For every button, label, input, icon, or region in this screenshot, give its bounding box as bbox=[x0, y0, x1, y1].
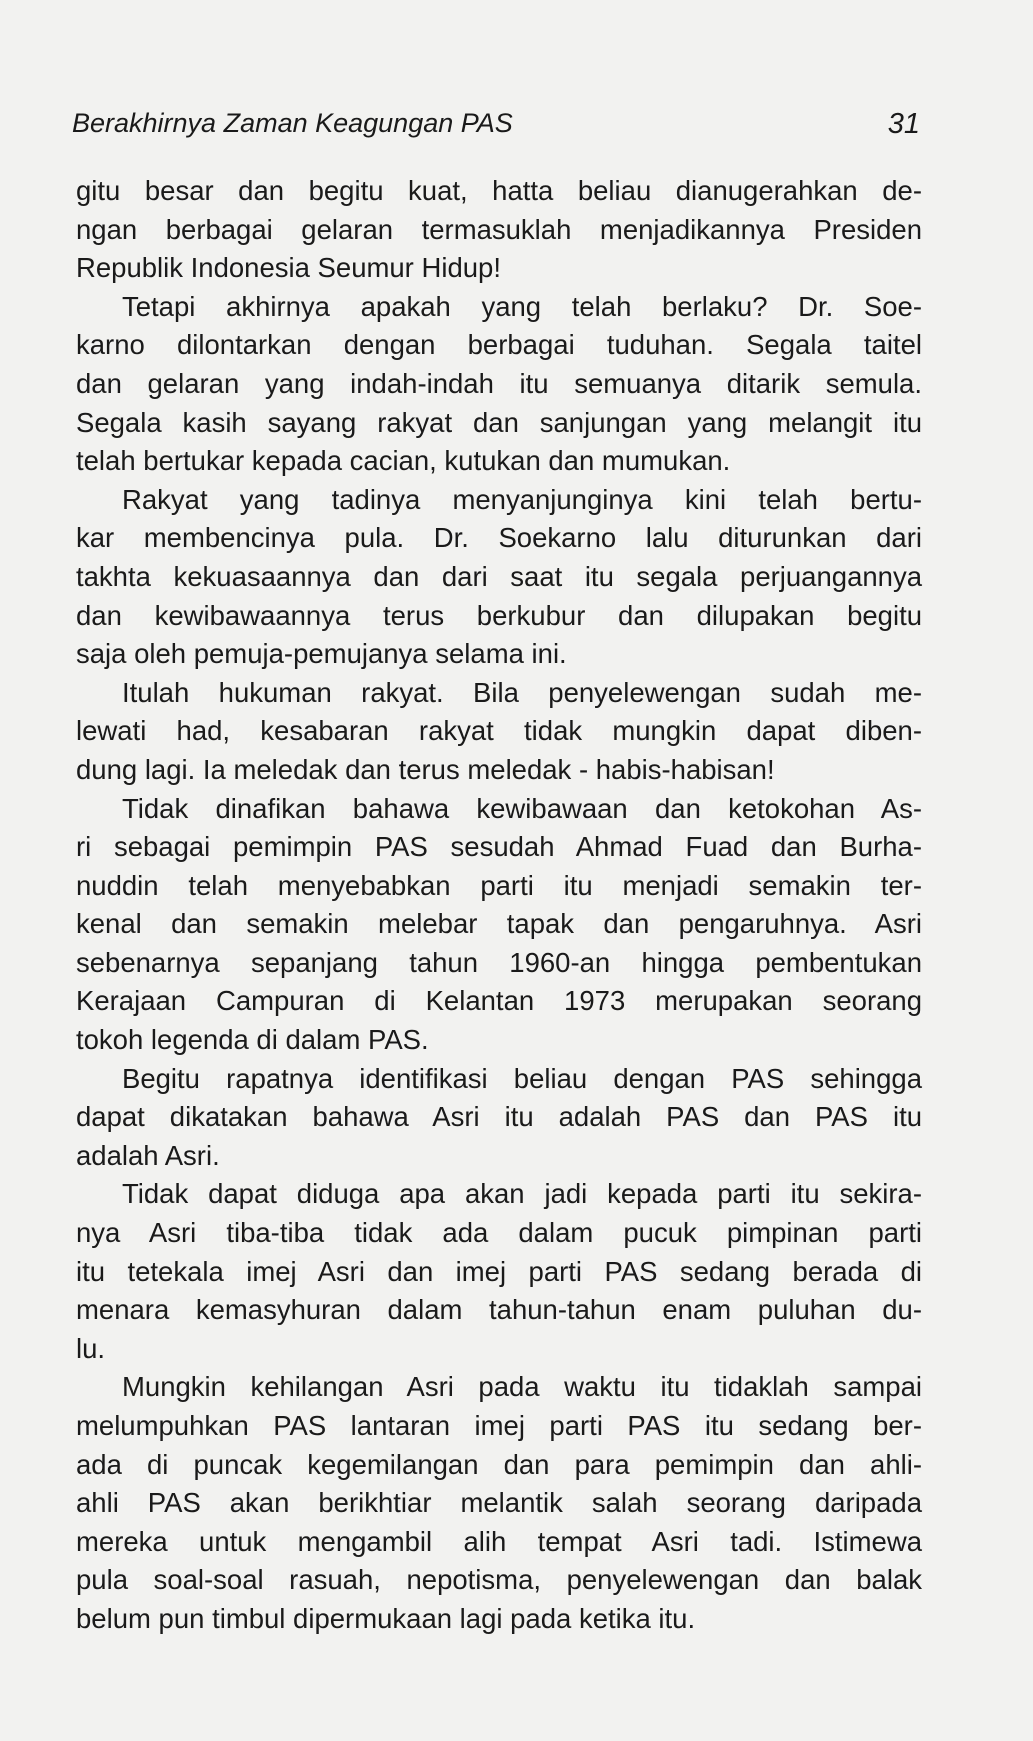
paragraph bbox=[76, 288, 922, 481]
text-line: Begitu rapatnya identifikasi beliau dengan PAS sehingga bbox=[122, 1062, 922, 1094]
text-line: lu. bbox=[76, 1332, 106, 1364]
paragraph bbox=[76, 674, 922, 790]
text-line: gitu besar dan begitu kuat, hatta beliau dianugerahkan de- bbox=[76, 175, 922, 206]
text-line: karno dilontarkan dengan berbagai tuduhan. Segala taitel bbox=[76, 329, 922, 361]
page-number: 31 bbox=[887, 108, 920, 140]
paragraph bbox=[76, 1175, 922, 1368]
text-line: kenal dan semakin melebar tapak dan pengaruhnya. Asri bbox=[76, 908, 922, 940]
text-line: telah bertukar kepada cacian, kutukan dan mumukan. bbox=[76, 445, 731, 477]
text-line: ahli PAS akan berikhtiar melantik salah seorang daripada bbox=[76, 1487, 922, 1519]
paragraph bbox=[76, 1060, 922, 1176]
text-line: Tetapi akhirnya apakah yang telah berlaku? Dr. Soe- bbox=[122, 290, 922, 322]
paragraph bbox=[76, 1368, 922, 1638]
paragraph bbox=[76, 790, 922, 1060]
text-line: itu tetekala imej Asri dan imej parti PAS sedang berada di bbox=[76, 1255, 922, 1287]
text-line: sebenarnya sepanjang tahun 1960-an hingga pembentukan bbox=[76, 946, 922, 978]
text-line: dan kewibawaannya terus berkubur dan dilupakan begitu bbox=[76, 599, 922, 631]
text-line: Republik Indonesia Seumur Hidup! bbox=[76, 252, 501, 284]
text-line: dapat dikatakan bahawa Asri itu adalah PAS dan PAS itu bbox=[76, 1101, 922, 1133]
text-line: saja oleh pemuja-pemujanya selama ini. bbox=[76, 638, 567, 670]
text-line: Rakyat yang tadinya menyanjunginya kini telah bertu- bbox=[122, 483, 922, 515]
text-line: melumpuhkan PAS lantaran imej parti PAS itu sedang ber- bbox=[76, 1410, 922, 1441]
text-line: pula soal-soal rasuah, nepotisma, penyelewengan dan balak bbox=[76, 1564, 922, 1596]
text-line: ngan berbagai gelaran termasuklah menjadikannya Presiden bbox=[76, 213, 922, 245]
text-line: Itulah hukuman rakyat. Bila penyelewengan sudah me- bbox=[122, 676, 922, 708]
text-line: adalah Asri. bbox=[76, 1139, 220, 1171]
text-line: tokoh legenda di dalam PAS. bbox=[76, 1024, 429, 1056]
text-line: menara kemasyhuran dalam tahun-tahun enam puluhan du- bbox=[76, 1294, 922, 1326]
paragraph bbox=[76, 172, 922, 288]
body-text bbox=[76, 172, 922, 1639]
text-line: mereka untuk mengambil alih tempat Asri tadi. Istimewa bbox=[76, 1525, 922, 1557]
paragraph bbox=[76, 481, 922, 674]
text-line: belum pun timbul dipermukaan lagi pada ketika itu. bbox=[76, 1602, 696, 1634]
text-line: Tidak dinafikan bahawa kewibawaan dan ketokohan As- bbox=[122, 792, 922, 824]
running-header bbox=[72, 108, 920, 148]
text-line: takhta kekuasaannya dan dari saat itu segala perjuangannya bbox=[76, 560, 922, 592]
text-line: nya Asri tiba-tiba tidak ada dalam pucuk pimpinan parti bbox=[76, 1217, 922, 1249]
text-line: Kerajaan Campuran di Kelantan 1973 merupakan seorang bbox=[76, 985, 922, 1017]
text-line: Mungkin kehilangan Asri pada waktu itu tidaklah sampai bbox=[122, 1371, 922, 1403]
text-line: dan gelaran yang indah-indah itu semuanya ditarik semula. bbox=[76, 367, 922, 399]
text-line: Tidak dapat diduga apa akan jadi kepada parti itu sekira- bbox=[122, 1178, 922, 1210]
text-line: nuddin telah menyebabkan parti itu menjadi semakin ter- bbox=[76, 869, 922, 901]
text-line: lewati had, kesabaran rakyat tidak mungkin dapat diben- bbox=[76, 715, 922, 747]
chapter-title: Berakhirnya Zaman Keagungan PAS bbox=[72, 108, 513, 138]
text-line: kar membencinya pula. Dr. Soekarno lalu diturunkan dari bbox=[76, 522, 922, 554]
text-line: Segala kasih sayang rakyat dan sanjungan yang melangit itu bbox=[76, 406, 922, 438]
text-line: ri sebagai pemimpin PAS sesudah Ahmad Fuad dan Burha- bbox=[76, 831, 922, 863]
text-line: dung lagi. Ia meledak dan terus meledak - habis-habisan! bbox=[76, 753, 775, 785]
text-line: ada di puncak kegemilangan dan para pemimpin dan ahli- bbox=[76, 1448, 922, 1480]
